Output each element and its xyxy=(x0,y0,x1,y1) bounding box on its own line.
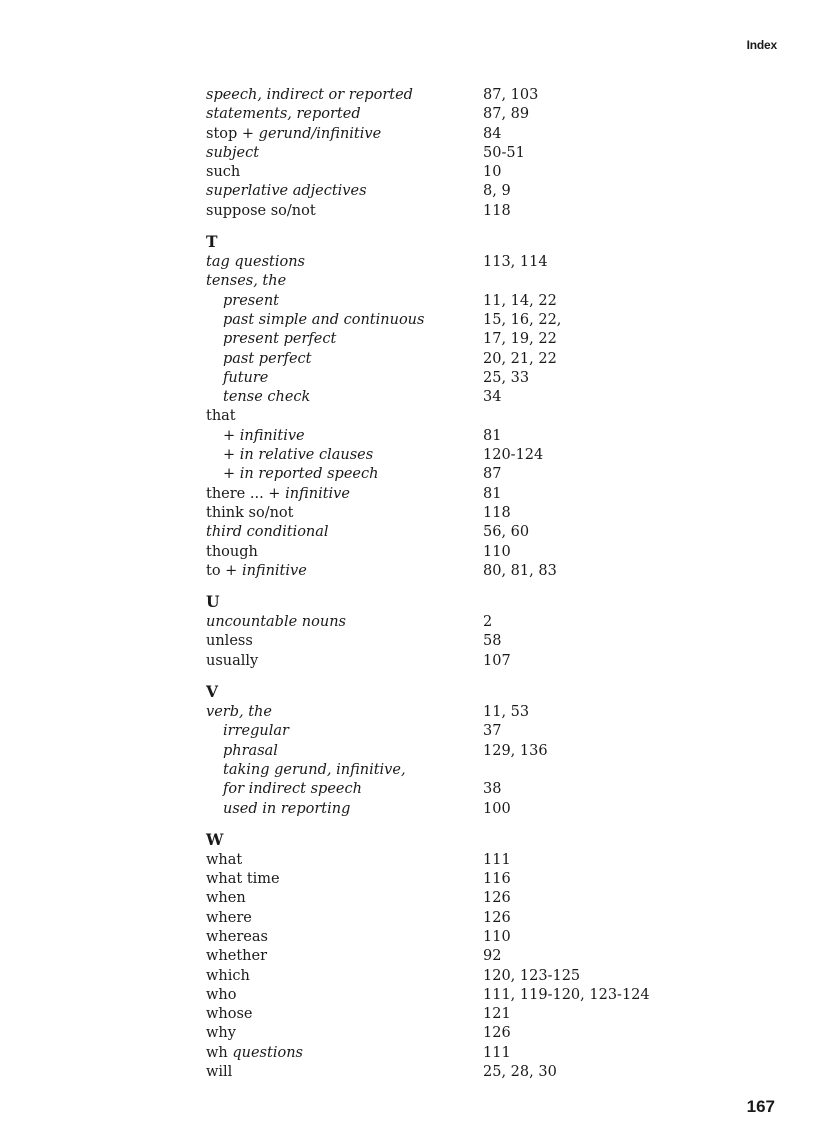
index-entry xyxy=(206,485,686,504)
index-term-part: past perfect xyxy=(223,350,312,367)
index-term-part: speech, indirect or reported xyxy=(206,87,413,103)
index-term-part: statements, reported xyxy=(206,106,361,123)
index-term-part: why xyxy=(206,1025,236,1042)
index-page-refs: 120, 123-125 xyxy=(483,967,581,984)
index-term-part: in reported speech xyxy=(239,466,379,483)
index-subentry xyxy=(206,311,686,330)
index-term-part: suppose so/not xyxy=(206,202,316,219)
index-term-part: infinitive xyxy=(285,485,350,502)
index-page-refs: 37 xyxy=(483,723,502,740)
index-subentry xyxy=(206,780,686,799)
index-letter: V xyxy=(206,682,219,702)
index-letter: T xyxy=(206,232,218,252)
index-subentry xyxy=(206,292,686,311)
index-entry xyxy=(206,202,686,221)
index-term-part: who xyxy=(206,986,237,1003)
index-subentry xyxy=(206,446,686,465)
index-term xyxy=(206,182,367,201)
index-term xyxy=(206,523,329,542)
index-entry xyxy=(206,562,686,581)
index-page-refs: 58 xyxy=(483,633,502,650)
index-entry xyxy=(206,1044,686,1063)
index-term xyxy=(206,543,258,562)
index-entry xyxy=(206,163,686,182)
index-entry xyxy=(206,523,686,542)
index-term-part: taking gerund, infinitive, xyxy=(223,761,406,778)
index-subentry xyxy=(206,722,686,741)
index-term-part: + xyxy=(223,427,240,444)
index-term-part: irregular xyxy=(223,723,289,740)
index-subentry xyxy=(206,350,686,369)
index-page-refs: 92 xyxy=(483,948,502,965)
index-page-refs: 116 xyxy=(483,871,511,888)
index-term xyxy=(206,1044,303,1063)
index-subentry xyxy=(206,330,686,349)
index-page-refs: 126 xyxy=(483,890,511,907)
index-term xyxy=(223,465,378,484)
index-term xyxy=(223,761,406,780)
index-term-part: + xyxy=(223,466,240,483)
index-term-part: third conditional xyxy=(206,524,329,541)
index-entry xyxy=(206,182,686,201)
index-list xyxy=(206,86,686,1082)
index-term xyxy=(206,652,258,671)
index-term-part: such xyxy=(206,164,241,181)
index-page-refs: 25, 33 xyxy=(483,369,530,386)
index-term xyxy=(223,780,362,799)
index-term xyxy=(206,632,253,651)
index-entry xyxy=(206,1063,686,1082)
index-page-refs: 126 xyxy=(483,909,511,926)
index-term xyxy=(206,1024,236,1043)
index-page-refs: 81 xyxy=(483,485,502,502)
index-term-part: gerund/infinitive xyxy=(258,125,382,142)
index-term xyxy=(223,369,268,388)
index-term-part: stop + xyxy=(206,125,259,142)
index-subentry xyxy=(206,742,686,761)
index-term-part: wh xyxy=(206,1044,233,1061)
index-subentry xyxy=(206,369,686,388)
index-term-part: uncountable nouns xyxy=(206,614,346,631)
index-entry xyxy=(206,967,686,986)
index-entry xyxy=(206,144,686,163)
index-term-part: think so/not xyxy=(206,504,294,521)
index-term-part: present xyxy=(223,292,279,309)
index-page-refs: 11, 53 xyxy=(483,704,530,721)
index-term-part: + xyxy=(223,447,240,464)
index-entry xyxy=(206,1005,686,1024)
index-page-refs: 84 xyxy=(483,125,502,142)
index-entry xyxy=(206,86,686,105)
index-term xyxy=(206,125,381,144)
index-term xyxy=(206,928,268,947)
index-subentry xyxy=(206,388,686,407)
index-page-refs: 87 xyxy=(483,466,502,483)
index-term xyxy=(223,350,312,369)
index-entry xyxy=(206,272,686,291)
index-term xyxy=(206,851,242,870)
index-term-part: whether xyxy=(206,948,268,965)
index-term-part: superlative adjectives xyxy=(206,183,367,200)
index-entry xyxy=(206,889,686,908)
index-term xyxy=(206,407,236,426)
index-term xyxy=(206,613,346,632)
index-page-refs: 129, 136 xyxy=(483,742,548,759)
index-entry xyxy=(206,613,686,632)
index-page-refs: 8, 9 xyxy=(483,183,511,200)
index-term-part: there ... + xyxy=(206,485,286,502)
index-term xyxy=(206,253,305,272)
index-page-refs: 17, 19, 22 xyxy=(483,331,557,348)
index-entry xyxy=(206,947,686,966)
index-term xyxy=(206,1005,253,1024)
index-page-refs: 11, 14, 22 xyxy=(483,292,557,309)
index-term-part: verb, the xyxy=(206,704,272,721)
index-entry xyxy=(206,105,686,124)
index-term-part: past simple and continuous xyxy=(223,311,425,328)
index-term-part: what time xyxy=(206,871,280,888)
index-term xyxy=(206,1063,232,1082)
index-term xyxy=(206,909,252,928)
index-page-refs: 87, 103 xyxy=(483,87,539,103)
index-page-refs: 100 xyxy=(483,800,511,817)
index-subentry xyxy=(206,800,686,819)
index-entry xyxy=(206,632,686,651)
index-entry xyxy=(206,851,686,870)
index-term xyxy=(206,889,246,908)
index-entry xyxy=(206,407,686,426)
index-term-part: infinitive xyxy=(239,427,305,444)
index-term xyxy=(206,562,307,581)
index-term xyxy=(206,967,250,986)
index-page-refs: 56, 60 xyxy=(483,524,530,541)
index-term xyxy=(223,800,350,819)
index-term-part: what xyxy=(206,851,243,868)
index-term-part: future xyxy=(223,369,269,386)
index-term xyxy=(206,870,280,889)
index-page-refs: 38 xyxy=(483,781,502,798)
index-term xyxy=(206,485,350,504)
index-term-part: when xyxy=(206,890,246,907)
index-page-refs: 25, 28, 30 xyxy=(483,1064,557,1081)
index-term xyxy=(206,144,259,163)
index-page-refs: 87, 89 xyxy=(483,106,530,123)
index-term-part: tag questions xyxy=(206,254,305,271)
index-page-refs: 2 xyxy=(483,614,493,631)
index-term xyxy=(206,986,236,1005)
index-term-part: present perfect xyxy=(223,331,337,348)
index-letter: W xyxy=(206,829,224,849)
index-entry xyxy=(206,986,686,1005)
index-term xyxy=(206,202,316,221)
index-term-part: tenses, the xyxy=(206,273,287,290)
index-page-refs: 34 xyxy=(483,389,502,406)
index-term-part: phrasal xyxy=(223,742,278,759)
index-page-refs: 111, 119-120, 123-124 xyxy=(483,986,650,1003)
index-page-refs: 81 xyxy=(483,427,502,444)
page-number: 167 xyxy=(746,1097,775,1116)
index-term-part: subject xyxy=(206,144,260,161)
index-term-part: tense check xyxy=(223,389,311,406)
index-page-refs: 10 xyxy=(483,164,502,181)
index-term xyxy=(206,947,267,966)
index-entry xyxy=(206,870,686,889)
index-term xyxy=(223,388,310,407)
index-entry xyxy=(206,928,686,947)
index-term xyxy=(223,330,336,349)
index-letter-heading xyxy=(206,829,686,851)
index-page-refs: 111 xyxy=(483,1044,511,1061)
index-term-part: to + xyxy=(206,562,242,579)
index-term-part: though xyxy=(206,543,258,560)
index-term-part: which xyxy=(206,967,250,984)
index-term-part: will xyxy=(206,1064,233,1081)
index-term-part: unless xyxy=(206,633,253,650)
index-letter-heading xyxy=(206,681,686,703)
index-entry xyxy=(206,504,686,523)
index-term xyxy=(223,722,289,741)
index-entry xyxy=(206,703,686,722)
index-letter-heading xyxy=(206,231,686,253)
index-entry xyxy=(206,909,686,928)
index-page-refs: 110 xyxy=(483,543,511,560)
index-term-part: that xyxy=(206,408,236,425)
index-term xyxy=(206,504,294,523)
index-term-part: in relative clauses xyxy=(239,447,374,464)
index-term-part: for indirect speech xyxy=(223,781,362,798)
index-term-part: used in reporting xyxy=(223,800,351,817)
index-entry xyxy=(206,1024,686,1043)
index-subentry xyxy=(206,761,686,780)
index-page-refs: 118 xyxy=(483,504,511,521)
index-entry xyxy=(206,125,686,144)
index-term xyxy=(223,311,424,330)
index-term xyxy=(206,105,361,124)
index-page-refs: 118 xyxy=(483,202,511,219)
index-page-refs: 120-124 xyxy=(483,447,544,464)
index-subentry xyxy=(206,465,686,484)
index-term xyxy=(206,272,286,291)
index-term-part: infinitive xyxy=(241,562,307,579)
index-entry xyxy=(206,543,686,562)
index-entry xyxy=(206,652,686,671)
index-term xyxy=(223,446,373,465)
index-page-refs: 20, 21, 22 xyxy=(483,350,557,367)
index-term-part: whose xyxy=(206,1006,253,1023)
index-term xyxy=(206,86,413,105)
index-page-refs: 113, 114 xyxy=(483,254,548,271)
index-page-refs: 50-51 xyxy=(483,144,525,161)
index-term-part: whereas xyxy=(206,928,268,945)
index-term xyxy=(223,742,278,761)
index-page-refs: 107 xyxy=(483,652,511,669)
index-term-part: questions xyxy=(232,1044,303,1061)
index-page-refs: 126 xyxy=(483,1025,511,1042)
index-term xyxy=(206,703,272,722)
index-page-refs: 121 xyxy=(483,1006,511,1023)
index-page-refs: 111 xyxy=(483,851,511,868)
index-term-part: usually xyxy=(206,652,259,669)
running-head: Index xyxy=(746,38,777,52)
index-letter: U xyxy=(206,592,220,612)
index-entry xyxy=(206,253,686,272)
index-term xyxy=(223,292,279,311)
index-subentry xyxy=(206,427,686,446)
index-term xyxy=(223,427,305,446)
index-term xyxy=(206,163,240,182)
index-page-refs: 15, 16, 22, xyxy=(483,311,562,328)
index-page-refs: 110 xyxy=(483,928,511,945)
index-letter-heading xyxy=(206,591,686,613)
index-page-refs: 80, 81, 83 xyxy=(483,562,557,579)
index-term-part: where xyxy=(206,909,252,926)
